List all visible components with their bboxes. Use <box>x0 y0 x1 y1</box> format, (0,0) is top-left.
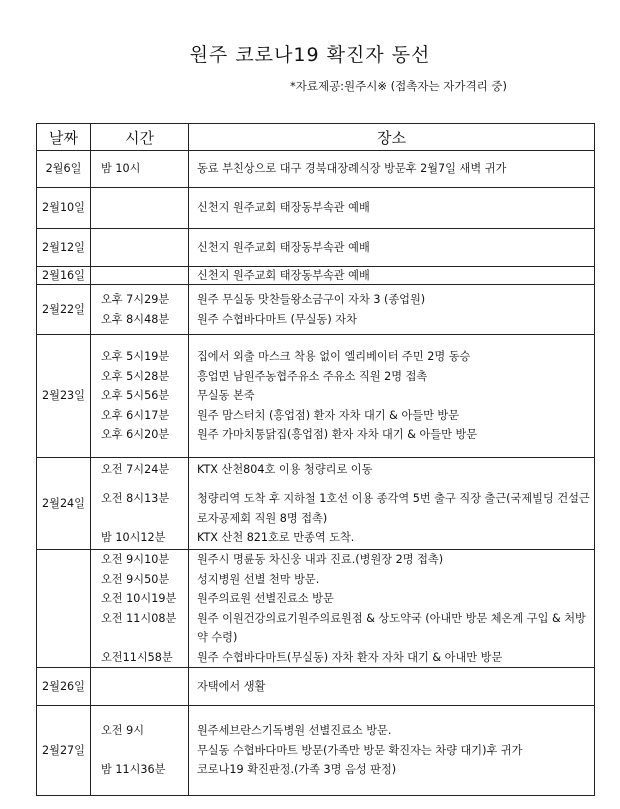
time-entry: 밤 10시12분 <box>101 531 166 544</box>
place-entry: 원주세브란스기독병원 선별진료소 방문. <box>197 724 392 738</box>
header-time: 시간 <box>91 124 189 151</box>
place-entry: KTX 산천 821호로 만종역 도착. <box>197 531 355 544</box>
place-cell <box>189 229 595 267</box>
time-cell <box>91 188 189 229</box>
table-row <box>37 668 595 706</box>
place-entry: 원주 이원건강의료기원주의료원점 & 상도약국 (아내만 방문 체온계 구입 & 처방약 수령) <box>197 611 586 644</box>
place-entry: 동료 부친상으로 대구 경북대장례식장 방문후 2월7일 새벽 귀가 <box>197 162 507 176</box>
place-entry: 원주 무실동 맛찬들왕소금구이 자차 3 (종업원) <box>197 293 426 306</box>
date-cell: 2월26일 <box>37 668 91 706</box>
time-entry: 오후 6시20분 <box>101 428 170 442</box>
time-entry: 오전 9시10분 <box>101 553 170 566</box>
header-place: 장소 <box>189 124 595 151</box>
time-entry: 오전 11시08분 <box>101 611 177 625</box>
source-note: *자료제공:원주시※ (접촉자는 자가격리 중) <box>290 79 507 93</box>
place-entry: 자택에서 생활 <box>197 679 266 693</box>
time-entry: 오전 9시 <box>101 724 145 738</box>
table-row <box>37 706 595 796</box>
time-entry: 오후 5시56분 <box>101 389 170 403</box>
place-entry: 원주의료원 선별진료소 방문 <box>197 592 334 605</box>
place-cell <box>189 550 595 668</box>
place-entry: 흥업면 남원주농협주유소 주유소 직원 2명 접촉 <box>197 369 428 383</box>
time-entry: 오전 10시19분 <box>101 592 177 605</box>
table-row <box>37 335 595 458</box>
time-cell <box>91 458 189 550</box>
time-entry: 오후 7시29분 <box>101 293 170 306</box>
place-entry: 신천지 원주교회 태장동부속관 예배 <box>197 240 370 254</box>
time-cell <box>91 550 189 668</box>
date-cell: 2월23일 <box>37 335 91 458</box>
time-cell <box>91 267 189 285</box>
place-cell <box>189 188 595 229</box>
time-cell <box>91 229 189 267</box>
time-entry: 오전 8시13분 <box>101 492 170 505</box>
date-cell <box>37 550 91 668</box>
time-cell <box>91 285 189 335</box>
place-entry: 신천지 원주교회 태장동부속관 예배 <box>197 201 370 215</box>
table-row <box>37 188 595 229</box>
place-entry: 신천지 원주교회 태장동부속관 예배 <box>197 268 370 282</box>
place-cell <box>189 706 595 796</box>
movement-table <box>36 123 595 796</box>
place-entry: 원주 수협바다마트 (무실동) 자차 <box>197 312 357 326</box>
table-row <box>37 229 595 267</box>
date-cell: 2월22일 <box>37 285 91 335</box>
time-entry: 오전 7시24분 <box>101 462 170 476</box>
date-cell: 2월16일 <box>37 267 91 285</box>
place-cell <box>189 151 595 188</box>
date-cell: 2월24일 <box>37 458 91 550</box>
place-entry: 무실동 수협바다마트 방문(가족만 방문 확진자는 차량 대기)후 귀가 <box>197 743 523 757</box>
place-entry: 청량리역 도착 후 지하철 1호선 이용 종각역 5번 출구 직장 출근(국제빌딩 건설근로자공제회 직원 8명 접촉) <box>197 492 590 525</box>
place-cell <box>189 285 595 335</box>
table-row <box>37 267 595 285</box>
place-cell <box>189 668 595 706</box>
time-cell <box>91 668 189 706</box>
place-entry: 원주 가마치통닭집(흥업점) 환자 자차 대기 & 아들만 방문 <box>197 428 478 442</box>
time-entry: 오후 5시28분 <box>101 369 170 383</box>
page-title: 원주 코로나19 확진자 동선 <box>189 44 431 66</box>
time-entry: 오후 6시17분 <box>101 408 170 422</box>
time-entry: 오전11시58분 <box>101 650 173 664</box>
table-row <box>37 550 595 668</box>
place-entry: KTX 산천804호 이용 청량리로 이동 <box>197 462 373 476</box>
date-cell: 2월6일 <box>37 151 91 188</box>
time-entry: 밤 11시36분 <box>101 763 166 777</box>
table-row <box>37 285 595 335</box>
place-entry: 원주 맘스터치 (흥업점) 환자 자차 대기 & 아들만 방문 <box>197 408 460 422</box>
place-entry: 원주 수협바다마트(무실동) 자차 환자 자차 대기 & 아내만 방문 <box>197 650 503 664</box>
date-cell: 2월27일 <box>37 706 91 796</box>
time-cell <box>91 151 189 188</box>
time-entry: 오후 5시19분 <box>101 350 170 364</box>
place-entry: 원주시 명륜동 차신웅 내과 진료.(병원장 2명 접촉) <box>197 553 444 566</box>
date-cell: 2월10일 <box>37 188 91 229</box>
place-entry: 무실동 본죽 <box>197 389 255 403</box>
place-entry: 성지병원 선별 천막 방문. <box>197 572 320 586</box>
date-cell: 2월12일 <box>37 229 91 267</box>
time-entry: 밤 10시 <box>101 162 141 176</box>
place-cell <box>189 335 595 458</box>
header-date: 날짜 <box>37 124 91 151</box>
time-cell <box>91 706 189 796</box>
time-entry: 오후 8시48분 <box>101 312 170 326</box>
time-cell <box>91 335 189 458</box>
header-row <box>37 124 595 151</box>
table-row <box>37 458 595 550</box>
place-entry: 집에서 외출 마스크 착용 없이 엘리베이터 주민 2명 동승 <box>197 350 471 364</box>
place-cell <box>189 458 595 550</box>
place-entry: 코로나19 확진판정.(가족 3명 음성 판정) <box>197 763 397 777</box>
place-cell <box>189 267 595 285</box>
table-row <box>37 151 595 188</box>
time-entry: 오전 9시50분 <box>101 572 170 586</box>
